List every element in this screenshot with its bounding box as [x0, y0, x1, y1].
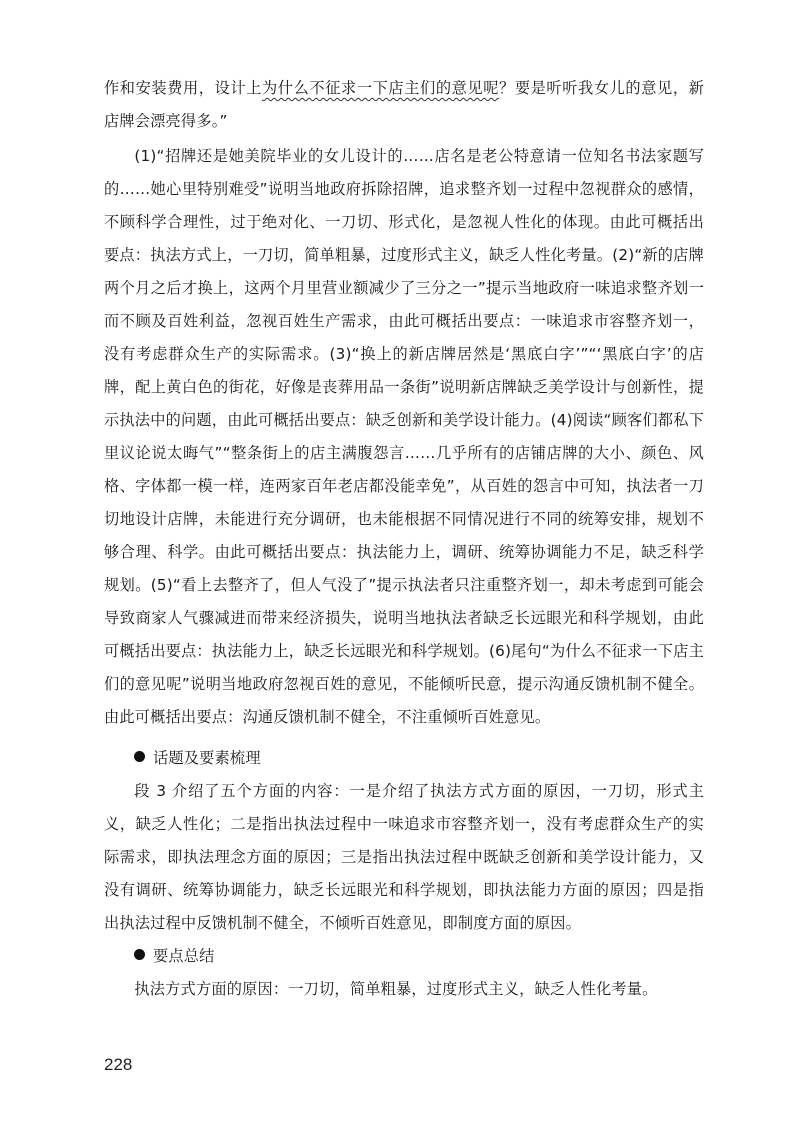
bullet-icon — [134, 751, 145, 762]
topic-paragraph: 段 3 介绍了五个方面的内容：一是介绍了执法方式方面的原因，一刀切，形式主义，缺乏人性化；二是指出执法过程中一味追求市容整齐划一，没有考虑群众生产的实际需求，即执法理念方面的原因；三是指出执法过程中既缺乏创新和美学设计能力，又没有调研、统筹协调能力，缺乏长远眼光和科学规划，即执法能力方面的原因；四是指出执法过程中反馈机制不健全，不倾听百姓意见，即制度方面的原因。 — [104, 782, 704, 932]
topic-heading-text: 话题及要素梳理 — [153, 749, 261, 767]
page-number: 228 — [104, 1055, 133, 1074]
opening-text-part2: ？要是听听我女儿的意见，新店牌会漂亮得多。” — [104, 79, 705, 130]
opening-text-part1: 作和安装费用，设计上 — [104, 79, 263, 97]
bullet-icon — [134, 949, 145, 960]
summary-heading — [104, 940, 704, 973]
opening-paragraph — [104, 72, 704, 138]
summary-line: 执法方式方面的原因：一刀切，简单粗暴，过度形式主义，缺乏人性化考量。 — [134, 980, 658, 998]
analysis-block — [104, 140, 704, 734]
topic-heading — [104, 742, 704, 775]
summary-heading-text: 要点总结 — [153, 947, 215, 965]
wavy-underlined-question: 为什么不征求一下店主们的意见呢 — [262, 79, 500, 97]
analysis-paragraph: (1)“招牌还是她美院毕业的女儿设计的……店名是老公特意请一位知名书法家题写的……她心里特别难受”说明当地政府拆除招牌，追求整齐划一过程中忽视群众的感情，不顾科学合理性，过于绝对化、一刀切、形式化，是忽视人性化的体现。由此可概括出要点：执法方式上，一刀切，简单粗暴，过度形式主义，缺乏人性化考量。(2)“新的店牌两个月之后才换上，这两个月里营业额减少了三分之一”提示当地政府一味追求整齐划一而不顾及百姓利益，忽视百姓生产需求，由此可概括出要点：一味追求市容整齐划一，没有考虑群众生产的实际需求。(3)“换上的新店牌居然是‘黑底白字’”“‘黑底白字’的店牌，配上黄白色的街花，好像是丧葬用品一条街”说明新店牌缺乏美学设计与创新性，提示执法中的问题，由此可概括出要点：缺乏创新和美学设计能力。(4)阅读“顾客们都私下里议论说太晦气”“整条街上的店主满腹怨言……几乎所有的店铺店牌的大小、颜色、风格、字体都一模一样，连两家百年老店都没能幸免”，从百姓的怨言中可知，执法者一刀切地设计店牌，未能进行充分调研，也未能根据不同情况进行不同的统筹安排，规划不够合理、科学。由此可概括出要点：执法能力上，调研、统筹协调能力不足，缺乏科学规划。(5)“看上去整齐了，但人气没了”提示执法者只注重整齐划一，却未考虑到可能会导致商家人气骤减进而带来经济损失，说明当地执法者缺乏长远眼光和科学规划，由此可概括出要点：执法能力上，缺乏长远眼光和科学规划。(6)尾句“为什么不征求一下店主们的意见呢”说明当地政府忽视百姓的意见，不能倾听民意，提示沟通反馈机制不健全。由此可概括出要点：沟通反馈机制不健全，不注重倾听百姓意见。 — [104, 147, 704, 726]
topic-section — [104, 742, 704, 1006]
opening-text — [104, 72, 704, 138]
